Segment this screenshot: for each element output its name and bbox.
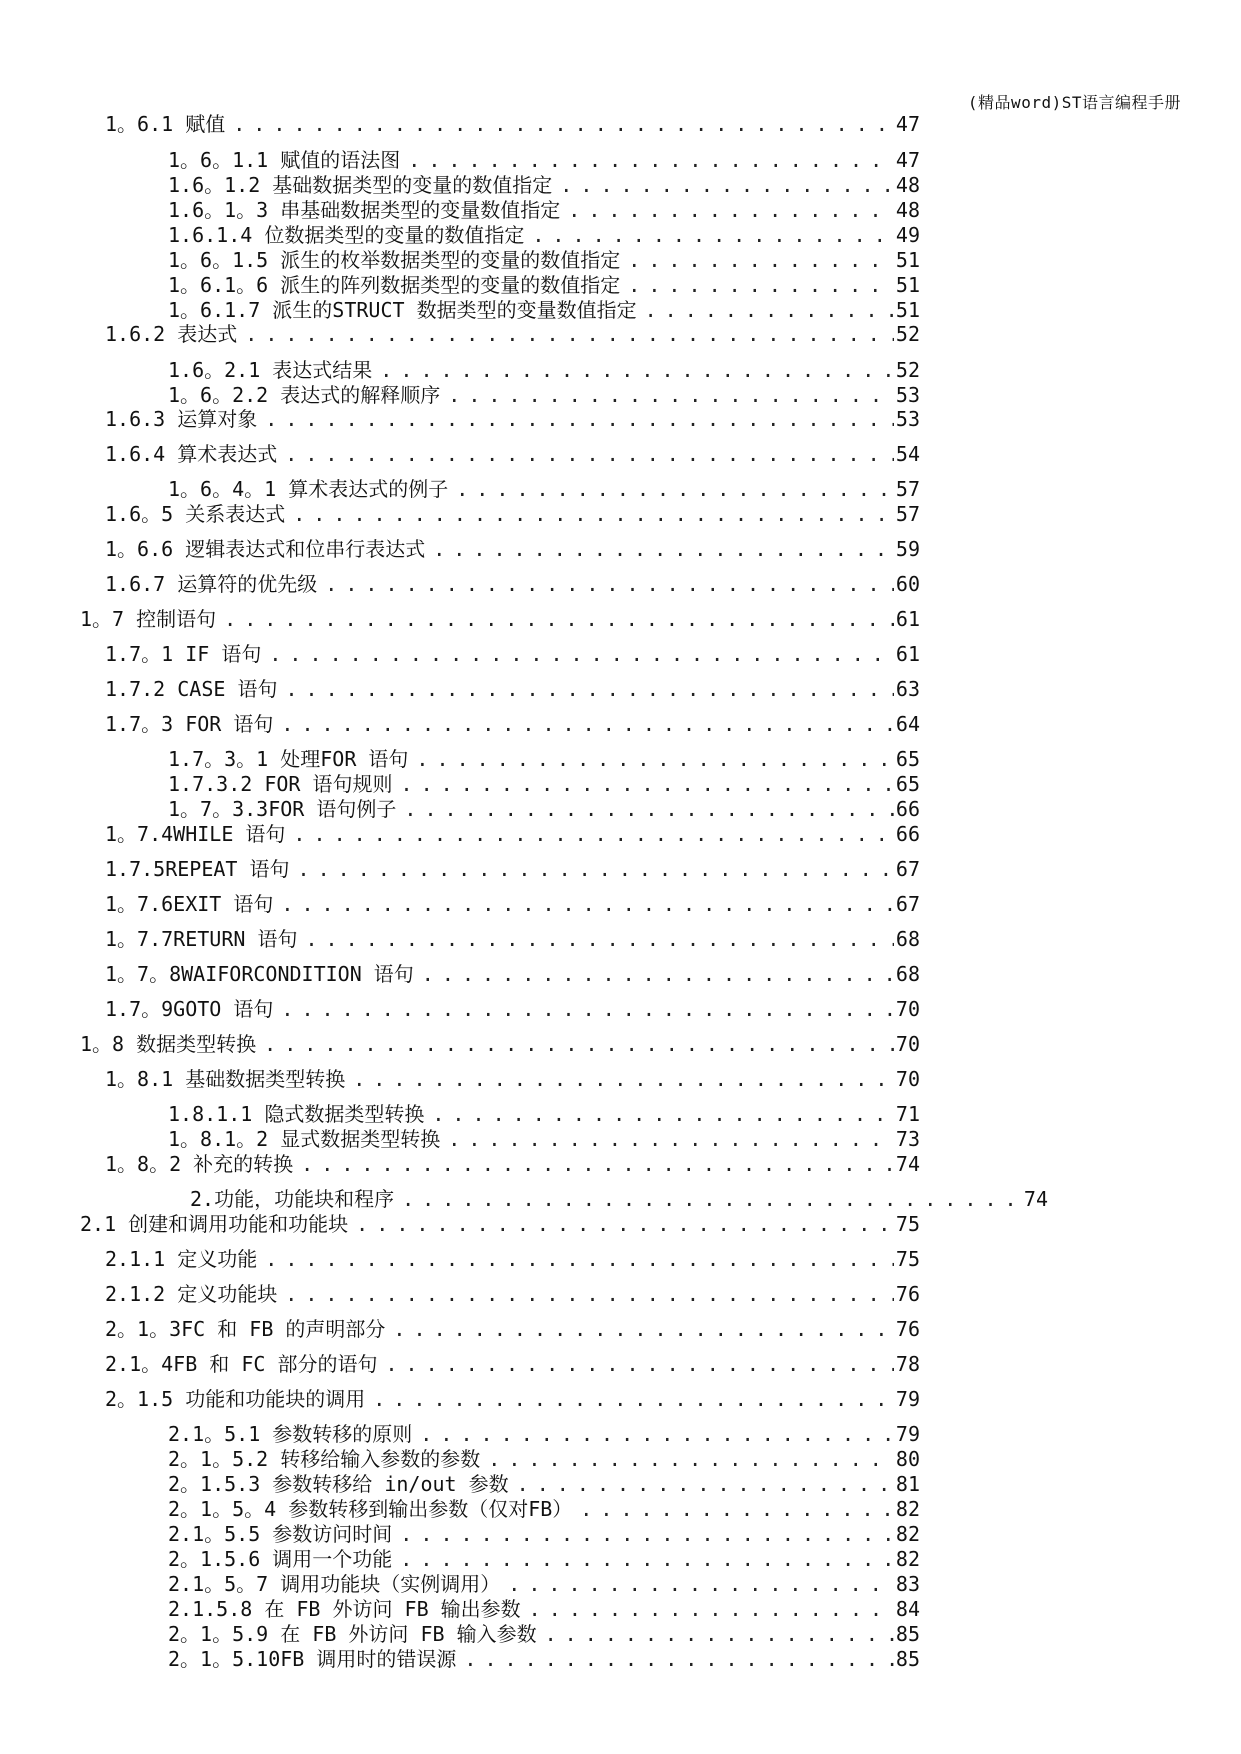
toc-entry-title: 1。7.4WHILE 语句	[105, 822, 286, 846]
toc-entry-page: 53	[895, 407, 920, 431]
toc-dot-leader	[298, 857, 894, 881]
toc-entry-title: 1.6。5 关系表达式	[105, 502, 286, 526]
toc-dot-leader	[356, 1212, 894, 1236]
toc-entry-title: 1。8 数据类型转换	[80, 1032, 257, 1056]
toc-entry[interactable]	[105, 642, 920, 666]
toc-entry-title: 2。1.5.6 调用一个功能	[168, 1547, 393, 1571]
toc-entry-page: 70	[895, 1032, 920, 1056]
toc-entry-title: 1.8.1.1 隐式数据类型转换	[168, 1102, 425, 1126]
toc-entry[interactable]	[105, 407, 920, 431]
toc-entry-page: 48	[895, 198, 920, 222]
toc-entry-page: 85	[895, 1622, 920, 1646]
toc-entry-title: 2.功能，功能块和程序	[190, 1187, 395, 1211]
toc-entry[interactable]	[105, 1387, 920, 1411]
toc-entry-page: 75	[895, 1212, 920, 1236]
toc-entry[interactable]	[105, 502, 920, 526]
toc-entry[interactable]	[105, 1317, 920, 1341]
toc-entry-page: 47	[895, 148, 920, 172]
toc-entry[interactable]	[168, 273, 920, 297]
toc-entry[interactable]	[105, 112, 920, 136]
toc-entry[interactable]	[168, 173, 920, 197]
toc-entry-page: 70	[895, 1067, 920, 1091]
toc-entry-title: 1。7 控制语句	[80, 607, 217, 631]
toc-entry[interactable]	[105, 1152, 920, 1176]
toc-entry[interactable]	[168, 1622, 920, 1646]
toc-dot-leader	[401, 772, 894, 796]
toc-dot-leader	[305, 927, 893, 951]
toc-entry[interactable]	[168, 772, 920, 796]
toc-dot-leader	[560, 173, 894, 197]
toc-entry[interactable]	[168, 358, 920, 382]
toc-dot-leader	[404, 797, 894, 821]
toc-entry[interactable]	[168, 1522, 920, 1546]
toc-entry[interactable]	[168, 1127, 920, 1151]
toc-dot-leader	[264, 1032, 894, 1056]
toc-entry-page: 85	[895, 1647, 920, 1671]
toc-entry-title: 1。8.1 基础数据类型转换	[105, 1067, 346, 1091]
toc-entry-title: 1.6。1.2 基础数据类型的变量的数值指定	[168, 173, 553, 197]
toc-entry[interactable]	[168, 1102, 920, 1126]
toc-dot-leader	[245, 322, 894, 346]
toc-dot-leader	[285, 1282, 894, 1306]
toc-dot-leader	[448, 1127, 894, 1151]
toc-entry-title: 2.1.5.8 在 FB 外访问 FB 输出参数	[168, 1597, 521, 1621]
toc-dot-leader	[408, 148, 894, 172]
toc-entry[interactable]	[168, 1597, 920, 1621]
toc-entry[interactable]	[105, 997, 920, 1021]
toc-entry-title: 1。6.1 赋值	[105, 112, 226, 136]
toc-entry-page: 61	[895, 642, 920, 666]
toc-dot-leader	[400, 1547, 894, 1571]
toc-entry-title: 1.6。1。3 串基础数据类型的变量数值指定	[168, 198, 561, 222]
toc-dot-leader	[416, 747, 893, 771]
toc-entry-page: 75	[895, 1247, 920, 1271]
toc-entry-title: 1.6.1.4 位数据类型的变量的数值指定	[168, 223, 525, 247]
toc-entry-page: 52	[895, 322, 920, 346]
toc-entry[interactable]	[105, 712, 920, 736]
toc-entry-page: 68	[895, 927, 920, 951]
toc-entry-title: 1.6.3 运算对象	[105, 407, 258, 431]
toc-entry-page: 64	[895, 712, 920, 736]
toc-entry-title: 1。7。8WAIFORCONDITION 语句	[105, 962, 414, 986]
toc-dot-leader	[529, 1597, 894, 1621]
toc-entry[interactable]	[80, 1032, 920, 1056]
toc-entry[interactable]	[168, 198, 920, 222]
toc-entry[interactable]	[168, 223, 920, 247]
toc-entry-title: 1.7。3。1 处理FOR 语句	[168, 747, 409, 771]
toc-entry[interactable]	[105, 1247, 920, 1271]
toc-entry-title: 2。1.5.3 参数转移给 in/out 参数	[168, 1472, 509, 1496]
toc-entry-page: 59	[895, 537, 920, 561]
toc-entry-title: 1。6.1.7 派生的STRUCT 数据类型的变量数值指定	[168, 298, 637, 322]
toc-entry-title: 1.6.4 算术表达式	[105, 442, 278, 466]
toc-entry-page: 83	[895, 1572, 920, 1596]
toc-entry[interactable]	[168, 1447, 920, 1471]
toc-entry[interactable]	[168, 477, 920, 501]
toc-entry-title: 2.1 创建和调用功能和功能块	[80, 1212, 349, 1236]
toc-entry-page: 68	[895, 962, 920, 986]
toc-dot-leader	[325, 572, 894, 596]
toc-entry-title: 1。6。1.5 派生的枚举数据类型的变量的数值指定	[168, 248, 621, 272]
toc-entry-page: 47	[895, 112, 920, 136]
toc-entry-page: 81	[895, 1472, 920, 1496]
toc-entry-title: 1。7.6EXIT 语句	[105, 892, 274, 916]
toc-dot-leader	[568, 198, 894, 222]
toc-entry[interactable]	[105, 1352, 920, 1376]
toc-dot-leader	[265, 1247, 894, 1271]
toc-entry[interactable]	[168, 383, 920, 407]
toc-entry-title: 1.7。9GOTO 语句	[105, 997, 274, 1021]
toc-dot-leader	[517, 1472, 894, 1496]
toc-dot-leader	[464, 1647, 894, 1671]
toc-entry-title: 1。6.1。6 派生的阵列数据类型的变量的数值指定	[168, 273, 621, 297]
toc-dot-leader	[380, 358, 894, 382]
toc-entry-page: 60	[895, 572, 920, 596]
toc-entry-page: 51	[895, 298, 920, 322]
toc-entry-title: 1。7.7RETURN 语句	[105, 927, 298, 951]
toc-entry[interactable]	[168, 1647, 920, 1671]
toc-entry[interactable]	[168, 797, 920, 821]
toc-dot-leader	[385, 1352, 893, 1376]
toc-entry-title: 1.7.5REPEAT 语句	[105, 857, 290, 881]
toc-entry-page: 66	[895, 797, 920, 821]
toc-dot-leader	[373, 1387, 894, 1411]
toc-entry-title: 1。8。2 补充的转换	[105, 1152, 294, 1176]
toc-entry[interactable]	[168, 1472, 920, 1496]
toc-entry-title: 2。1。5.2 转移给输入参数的参数	[168, 1447, 481, 1471]
toc-dot-leader	[393, 1317, 893, 1341]
toc-entry-title: 1.7。3 FOR 语句	[105, 712, 274, 736]
toc-entry-title: 1。6。1.1 赋值的语法图	[168, 148, 401, 172]
toc-dot-leader	[456, 477, 894, 501]
toc-entry-title: 2.1.2 定义功能块	[105, 1282, 278, 1306]
toc-entry-title: 1.7.3.2 FOR 语句规则	[168, 772, 393, 796]
toc-entry-page: 63	[895, 677, 920, 701]
toc-entry[interactable]	[168, 747, 920, 771]
toc-entry-title: 2。1.5 功能和功能块的调用	[105, 1387, 366, 1411]
toc-entry[interactable]	[105, 537, 920, 561]
toc-entry[interactable]	[105, 822, 920, 846]
toc-entry[interactable]	[105, 962, 920, 986]
toc-dot-leader	[285, 677, 893, 701]
toc-entry-page: 65	[895, 747, 920, 771]
toc-entry[interactable]	[80, 607, 920, 631]
toc-entry-title: 2.1。5.1 参数转移的原则	[168, 1422, 413, 1446]
toc-entry-page: 78	[895, 1352, 920, 1376]
toc-entry-page: 74	[1023, 1187, 1048, 1211]
toc-entry-title: 2。1。3FC 和 FB 的声明部分	[105, 1317, 386, 1341]
toc-entry[interactable]	[105, 892, 920, 916]
toc-entry-title: 1.7.2 CASE 语句	[105, 677, 278, 701]
toc-dot-leader	[432, 1102, 894, 1126]
toc-entry-title: 2.1。4FB 和 FC 部分的语句	[105, 1352, 378, 1376]
toc-dot-leader	[353, 1067, 894, 1091]
toc-entry-title: 2.1。5.5 参数访问时间	[168, 1522, 393, 1546]
toc-entry[interactable]	[168, 298, 920, 322]
toc-entry-page: 80	[895, 1447, 920, 1471]
toc-entry[interactable]	[168, 1422, 920, 1446]
toc-entry-title: 1.6.2 表达式	[105, 322, 238, 346]
toc-dot-leader	[580, 1497, 894, 1521]
toc-entry-page: 67	[895, 857, 920, 881]
toc-entry-page: 73	[895, 1127, 920, 1151]
toc-entry-page: 53	[895, 383, 920, 407]
toc-entry[interactable]	[105, 857, 920, 881]
toc-dot-leader	[301, 1152, 894, 1176]
toc-entry-page: 66	[895, 822, 920, 846]
toc-entry-title: 1。8.1。2 显式数据类型转换	[168, 1127, 441, 1151]
toc-entry[interactable]	[168, 1547, 920, 1571]
toc-entry[interactable]	[105, 1067, 920, 1091]
toc-entry-title: 2。1。5.9 在 FB 外访问 FB 输入参数	[168, 1622, 537, 1646]
toc-dot-leader	[422, 962, 894, 986]
toc-dot-leader	[488, 1447, 894, 1471]
toc-entry-page: 61	[895, 607, 920, 631]
toc-entry[interactable]	[168, 248, 920, 272]
toc-entry-page: 67	[895, 892, 920, 916]
toc-dot-leader	[628, 248, 894, 272]
toc-entry[interactable]	[80, 1212, 920, 1236]
toc-entry-page: 52	[895, 358, 920, 382]
toc-dot-leader	[265, 407, 894, 431]
toc-entry[interactable]	[168, 148, 920, 172]
toc-entry[interactable]	[105, 442, 920, 466]
toc-entry-title: 1。6.6 逻辑表达式和位串行表达式	[105, 537, 426, 561]
toc-entry-page: 82	[895, 1522, 920, 1546]
toc-dot-leader	[293, 822, 893, 846]
toc-entry-title: 2.1。5。7 调用功能块（实例调用）	[168, 1572, 501, 1596]
toc-dot-leader	[281, 997, 894, 1021]
toc-entry[interactable]	[105, 927, 920, 951]
toc-dot-leader	[448, 383, 894, 407]
toc-entry-title: 1。6。2.2 表达式的解释顺序	[168, 383, 441, 407]
toc-entry[interactable]	[190, 1187, 1048, 1211]
toc-entry-title: 2。1。5。4 参数转移到输出参数（仅对FB）	[168, 1497, 573, 1521]
toc-entry-page: 48	[895, 173, 920, 197]
toc-dot-leader	[400, 1522, 894, 1546]
toc-entry-page: 82	[895, 1497, 920, 1521]
toc-entry-page: 76	[895, 1317, 920, 1341]
toc-dot-leader	[281, 892, 894, 916]
toc-entry-page: 79	[895, 1387, 920, 1411]
toc-entry[interactable]	[168, 1572, 920, 1596]
toc-entry-page: 82	[895, 1547, 920, 1571]
toc-entry[interactable]	[105, 572, 920, 596]
toc-entry-page: 84	[895, 1597, 920, 1621]
toc-dot-leader	[285, 442, 894, 466]
toc-dot-leader	[293, 502, 894, 526]
toc-entry-page: 79	[895, 1422, 920, 1446]
toc-dot-leader	[420, 1422, 894, 1446]
toc-dot-leader	[545, 1622, 894, 1646]
toc-entry-title: 2。1。5.10FB 调用时的错误源	[168, 1647, 457, 1671]
toc-dot-leader	[233, 112, 894, 136]
toc-entry-title: 1。7。3.3FOR 语句例子	[168, 797, 397, 821]
toc-entry-page: 70	[895, 997, 920, 1021]
toc-entry-title: 2.1.1 定义功能	[105, 1247, 258, 1271]
toc-entry-title: 1.6。2.1 表达式结果	[168, 358, 373, 382]
toc-dot-leader	[224, 607, 894, 631]
toc-entry-page: 74	[895, 1152, 920, 1176]
toc-dot-leader	[532, 223, 894, 247]
toc-entry-page: 57	[895, 477, 920, 501]
toc-dot-leader	[508, 1572, 894, 1596]
toc-dot-leader	[645, 298, 894, 322]
toc-entry[interactable]	[105, 322, 920, 346]
toc-entry-page: 76	[895, 1282, 920, 1306]
toc-entry-page: 51	[895, 273, 920, 297]
toc-dot-leader	[402, 1187, 1022, 1211]
toc-dot-leader	[269, 642, 894, 666]
toc-entry-page: 65	[895, 772, 920, 796]
toc-entry-title: 1.7。1 IF 语句	[105, 642, 262, 666]
toc-entry-page: 54	[895, 442, 920, 466]
toc-dot-leader	[281, 712, 894, 736]
toc-entry-page: 57	[895, 502, 920, 526]
toc-entry[interactable]	[105, 1282, 920, 1306]
toc-dot-leader	[628, 273, 894, 297]
toc-entry-title: 1。6。4。1 算术表达式的例子	[168, 477, 449, 501]
toc-entry[interactable]	[168, 1497, 920, 1521]
toc-entry-page: 51	[895, 248, 920, 272]
page-header: (精品word)ST语言编程手册	[967, 93, 1181, 112]
toc-entry-page: 71	[895, 1102, 920, 1126]
toc-entry[interactable]	[105, 677, 920, 701]
toc-entry-title: 1.6.7 运算符的优先级	[105, 572, 318, 596]
toc-entry-page: 49	[895, 223, 920, 247]
toc-dot-leader	[433, 537, 894, 561]
